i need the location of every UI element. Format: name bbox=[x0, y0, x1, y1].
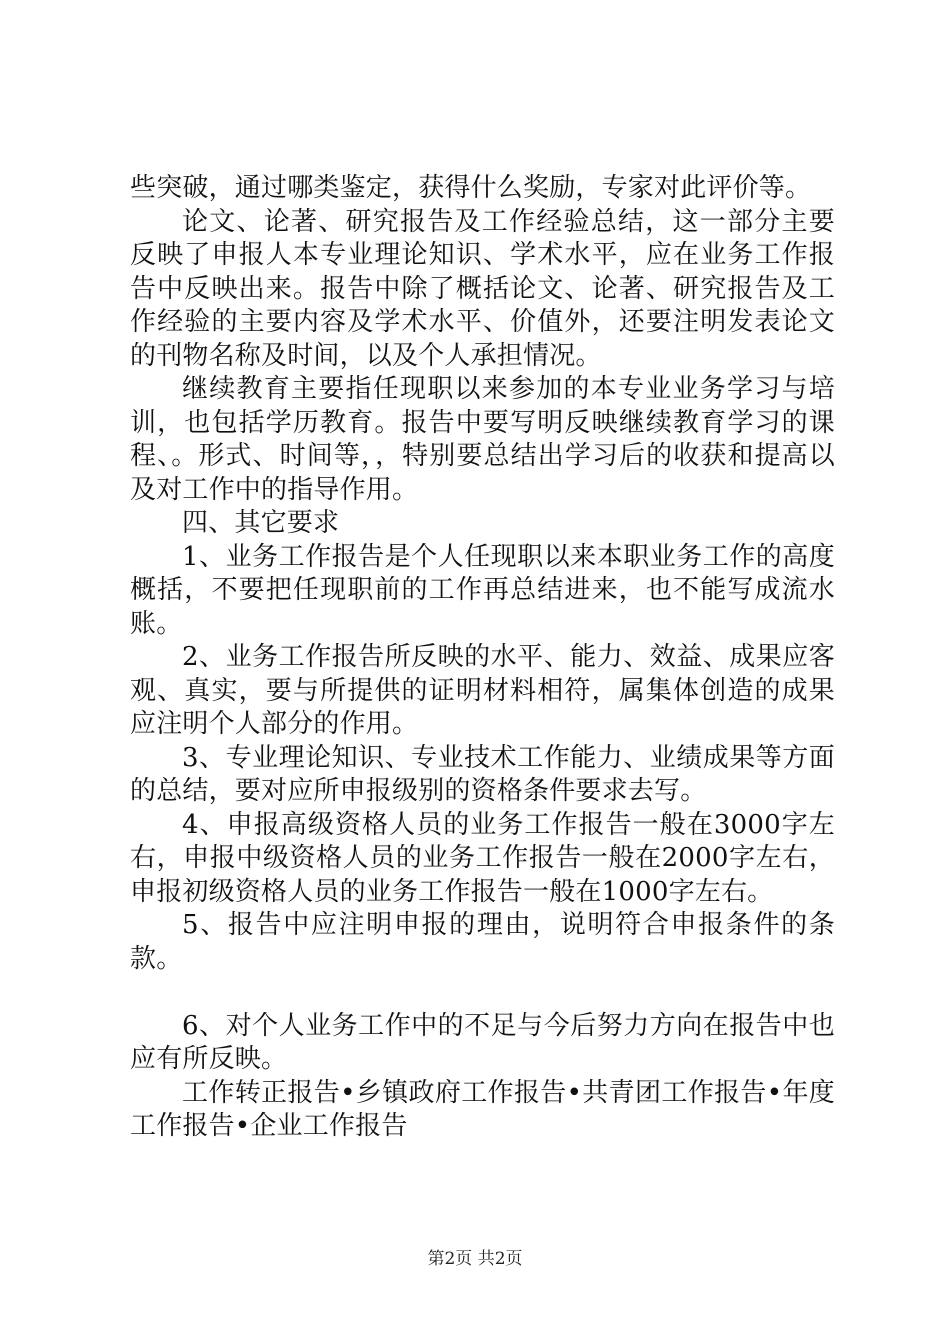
related-links: 工作转正报告•乡镇政府工作报告•共青团工作报告•年度工作报告•企业工作报告 bbox=[130, 1077, 835, 1141]
page-number-footer: 第2页 共2页 bbox=[427, 1249, 523, 1269]
requirement-item-1: 1、业务工作报告是个人任现职以来本职业务工作的高度概括，不要把任现职前的工作再总结进来，也不能写成流水账。 bbox=[130, 541, 835, 639]
requirement-item-3: 3、专业理论知识、专业技术工作能力、业绩成果等方面的总结，要对应所申报级别的资格条件要求去写。 bbox=[130, 742, 835, 806]
document-body bbox=[130, 172, 835, 1144]
paragraph-papers: 论文、论著、研究报告及工作经验总结，这一部分主要反映了申报人本专业理论知识、学术水平，应在业务工作报告中反映出来。报告中除了概括论文、论著、研究报告及工作经验的主要内容及学术水平、价值外，还要注明发表论文的刊物名称及时间，以及个人承担情况。 bbox=[130, 206, 835, 371]
section-heading-other-requirements: 四、其它要求 bbox=[182, 508, 340, 538]
requirement-item-5: 5、报告中应注明申报的理由，说明符合申报条件的条款。 bbox=[130, 910, 835, 974]
paragraph-continuation: 些突破，通过哪类鉴定，获得什么奖励，专家对此评价等。 bbox=[130, 173, 812, 203]
requirement-item-2: 2、业务工作报告所反映的水平、能力、效益、成果应客观、真实，要与所提供的证明材料相符，属集体创造的成果应注明个人部分的作用。 bbox=[130, 642, 835, 739]
requirement-item-6: 6、对个人业务工作中的不足与今后努力方向在报告中也应有所反映。 bbox=[130, 1010, 835, 1074]
requirement-item-4: 4、申报高级资格人员的业务工作报告一般在3000字左右，申报中级资格人员的业务工作报告一般在2000字左右，申报初级资格人员的业务工作报告一般在1000字左右。 bbox=[130, 809, 835, 907]
paragraph-continuing-education: 继续教育主要指任现职以来参加的本专业业务学习与培训，也包括学历教育。报告中要写明反映继续教育学习的课程、。形式、时间等，，特别要总结出学习后的收获和提高以及对工作中的指导作用。 bbox=[130, 374, 835, 505]
